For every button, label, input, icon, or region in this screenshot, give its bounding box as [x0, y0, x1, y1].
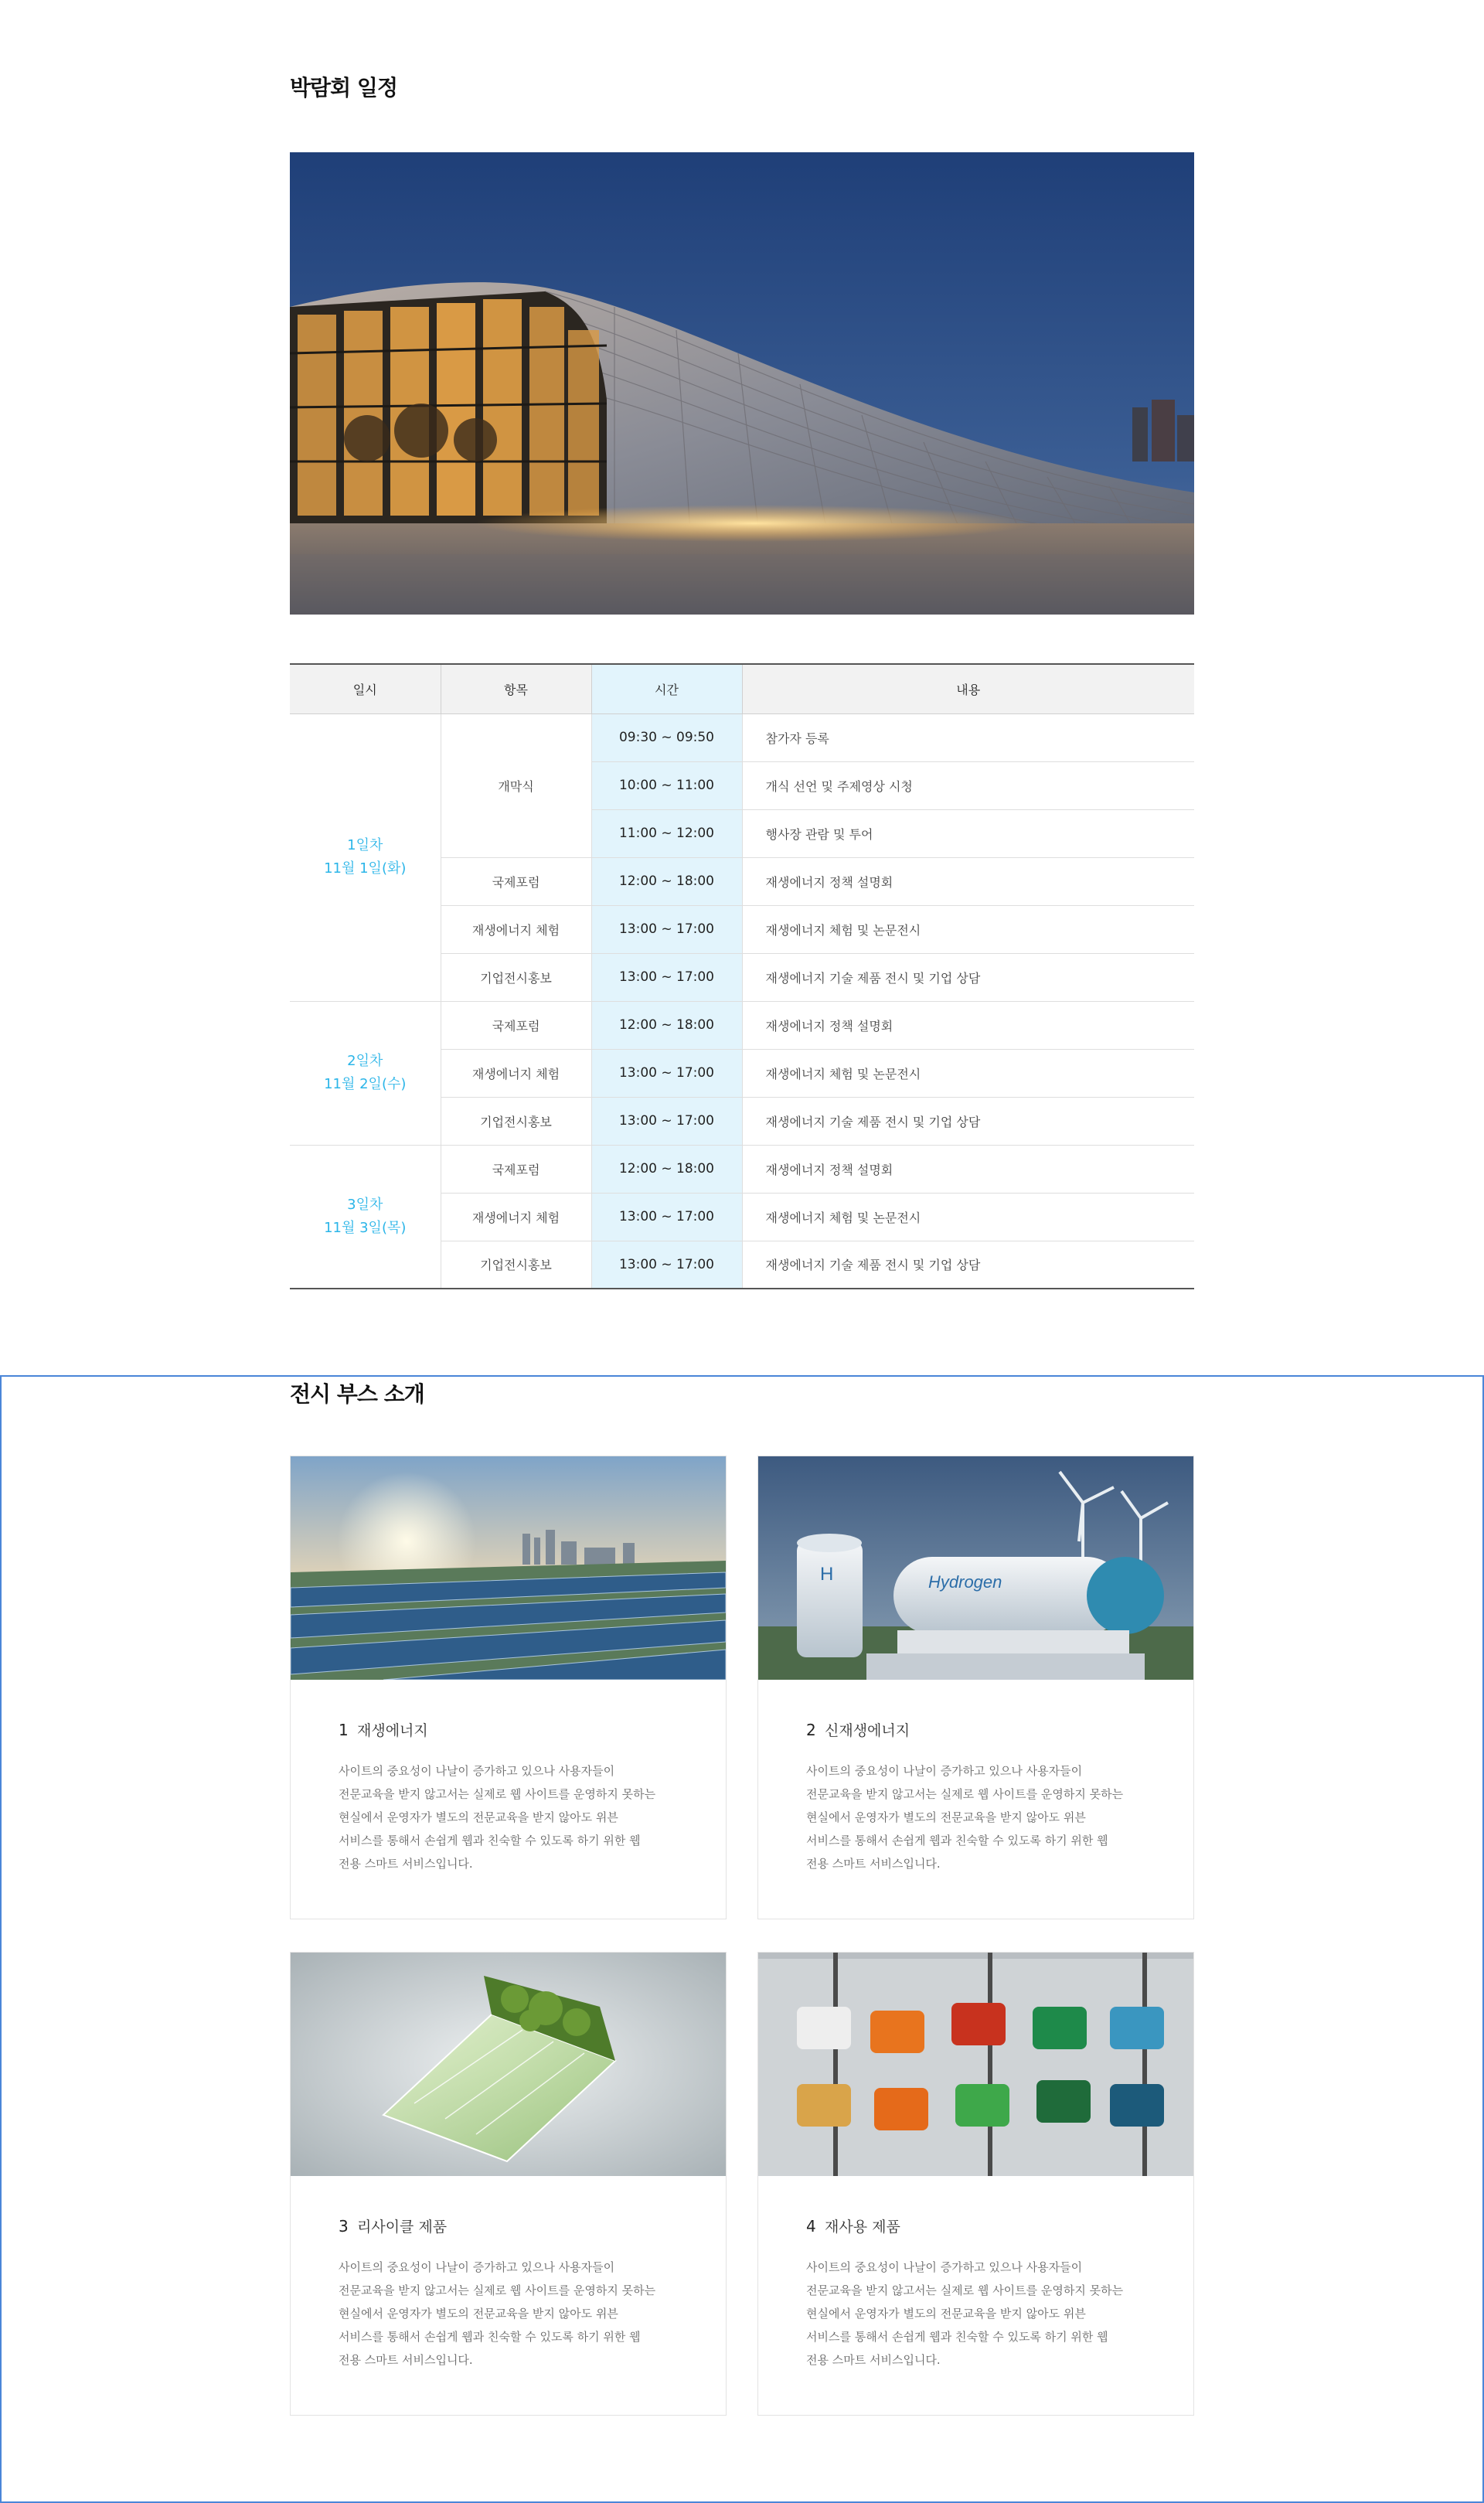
schedule-section-title: 박람회 일정	[290, 75, 397, 100]
card-description	[339, 1759, 702, 1875]
hydrogen-label: Hydrogen	[928, 1572, 1002, 1592]
day-label-line2: 11월 3일(목)	[324, 1219, 407, 1236]
header-time: 시간	[591, 664, 742, 713]
time-cell: 13:00 ~ 17:00	[591, 1193, 742, 1241]
time-cell: 13:00 ~ 17:00	[591, 1097, 742, 1145]
time-cell: 13:00 ~ 17:00	[591, 953, 742, 1001]
hydrogen-tank-image	[758, 1456, 1193, 1680]
content-cell: 행사장 관람 및 투어	[742, 809, 1194, 857]
item-cell: 재생에너지 체험	[441, 1193, 591, 1241]
time-cell: 13:00 ~ 17:00	[591, 1049, 742, 1097]
card-description	[339, 2256, 702, 2372]
desc-line: 전문교육을 받지 않고서는 실제로 웹 사이트를 운영하지 못하는	[806, 1787, 1124, 1801]
desc-line: 전문교육을 받지 않고서는 실제로 웹 사이트를 운영하지 못하는	[339, 2283, 656, 2297]
desc-line: 서비스를 통해서 손쉽게 웹과 친숙할 수 있도록 하기 위한 웹	[339, 2330, 641, 2344]
card-number: 2	[806, 1721, 816, 1739]
time-cell: 13:00 ~ 17:00	[591, 1241, 742, 1289]
solar-panels-image	[291, 1456, 726, 1680]
desc-line: 현실에서 운영자가 별도의 전문교육을 받지 않아도 위븐	[339, 2307, 618, 2321]
item-cell: 기업전시홍보	[441, 1241, 591, 1289]
table-row	[290, 713, 1194, 761]
card-title: 재사용 제품	[825, 2219, 900, 2236]
content-cell: 재생에너지 체험 및 논문전시	[742, 1049, 1194, 1097]
reused-bags-image	[758, 1953, 1193, 2176]
day-1-label	[290, 713, 441, 1001]
desc-line: 서비스를 통해서 손쉽게 웹과 친숙할 수 있도록 하기 위한 웹	[339, 1834, 641, 1847]
time-cell: 11:00 ~ 12:00	[591, 809, 742, 857]
time-cell: 12:00 ~ 18:00	[591, 1001, 742, 1049]
content-cell: 재생에너지 체험 및 논문전시	[742, 905, 1194, 953]
desc-line: 전문교육을 받지 않고서는 실제로 웹 사이트를 운영하지 못하는	[339, 1787, 656, 1801]
desc-line: 사이트의 중요성이 나날이 증가하고 있으나 사용자들이	[339, 2260, 615, 2274]
schedule-table	[290, 663, 1194, 1289]
expo-hall-hero-image	[290, 152, 1194, 615]
day-2-label	[290, 1001, 441, 1145]
day-label-line1: 1일차	[347, 837, 383, 853]
card-description	[806, 1759, 1169, 1875]
desc-line: 전용 스마트 서비스입니다.	[806, 2353, 941, 2367]
day-3-label	[290, 1145, 441, 1289]
item-cell: 국제포럼	[441, 857, 591, 905]
content-cell: 재생에너지 정책 설명회	[742, 1001, 1194, 1049]
booth-card-renewable[interactable]	[290, 1456, 727, 1919]
item-cell: 재생에너지 체험	[441, 1049, 591, 1097]
time-cell: 12:00 ~ 18:00	[591, 1145, 742, 1193]
day-label-line1: 2일차	[347, 1053, 383, 1069]
booth-card-reused[interactable]	[757, 1952, 1194, 2416]
content-cell: 재생에너지 체험 및 논문전시	[742, 1193, 1194, 1241]
card-number: 1	[339, 1721, 349, 1739]
item-cell: 국제포럼	[441, 1001, 591, 1049]
desc-line: 사이트의 중요성이 나날이 증가하고 있으나 사용자들이	[806, 1764, 1083, 1778]
item-cell: 기업전시홍보	[441, 1097, 591, 1145]
time-cell: 12:00 ~ 18:00	[591, 857, 742, 905]
card-title: 신재생에너지	[825, 1722, 910, 1739]
content-cell: 개식 선언 및 주제영상 시청	[742, 761, 1194, 809]
booth-card-new-renewable[interactable]	[757, 1456, 1194, 1919]
table-row	[290, 1145, 1194, 1193]
content-cell: 참가자 등록	[742, 713, 1194, 761]
card-number: 3	[339, 2217, 349, 2236]
card-title: 재생에너지	[357, 1722, 428, 1739]
desc-line: 전용 스마트 서비스입니다.	[806, 1857, 941, 1871]
card-title: 리사이클 제품	[357, 2219, 448, 2236]
item-cell: 국제포럼	[441, 1145, 591, 1193]
desc-line: 사이트의 중요성이 나날이 증가하고 있으나 사용자들이	[806, 2260, 1083, 2274]
header-date: 일시	[290, 664, 441, 713]
content-cell: 재생에너지 기술 제품 전시 및 기업 상담	[742, 1097, 1194, 1145]
booth-section-title: 전시 부스 소개	[290, 1381, 424, 1407]
item-cell: 재생에너지 체험	[441, 905, 591, 953]
desc-line: 현실에서 운영자가 별도의 전문교육을 받지 않아도 위븐	[806, 1810, 1086, 1824]
recycled-block-image	[291, 1953, 726, 2176]
item-cell: 기업전시홍보	[441, 953, 591, 1001]
desc-line: 현실에서 운영자가 별도의 전문교육을 받지 않아도 위븐	[339, 1810, 618, 1824]
desc-line: 전문교육을 받지 않고서는 실제로 웹 사이트를 운영하지 못하는	[806, 2283, 1124, 2297]
day-label-line2: 11월 2일(수)	[324, 1076, 407, 1092]
table-row	[290, 1001, 1194, 1049]
svg-text:H: H	[820, 1564, 834, 1585]
time-cell: 13:00 ~ 17:00	[591, 905, 742, 953]
desc-line: 전용 스마트 서비스입니다.	[339, 1857, 473, 1871]
desc-line: 사이트의 중요성이 나날이 증가하고 있으나 사용자들이	[339, 1764, 615, 1778]
day-label-line1: 3일차	[347, 1196, 383, 1213]
desc-line: 서비스를 통해서 손쉽게 웹과 친숙할 수 있도록 하기 위한 웹	[806, 1834, 1108, 1847]
header-item: 항목	[441, 664, 591, 713]
card-description	[806, 2256, 1169, 2372]
item-cell: 개막식	[441, 713, 591, 857]
desc-line: 서비스를 통해서 손쉽게 웹과 친숙할 수 있도록 하기 위한 웹	[806, 2330, 1108, 2344]
time-cell: 09:30 ~ 09:50	[591, 713, 742, 761]
content-cell: 재생에너지 기술 제품 전시 및 기업 상담	[742, 953, 1194, 1001]
booth-section-frame	[0, 1375, 1484, 2503]
content-cell: 재생에너지 정책 설명회	[742, 857, 1194, 905]
day-label-line2: 11월 1일(화)	[324, 860, 407, 877]
content-cell: 재생에너지 정책 설명회	[742, 1145, 1194, 1193]
desc-line: 현실에서 운영자가 별도의 전문교육을 받지 않아도 위븐	[806, 2307, 1086, 2321]
desc-line: 전용 스마트 서비스입니다.	[339, 2353, 473, 2367]
content-cell: 재생에너지 기술 제품 전시 및 기업 상담	[742, 1241, 1194, 1289]
booth-card-recycled[interactable]	[290, 1952, 727, 2416]
card-number: 4	[806, 2217, 816, 2236]
header-content: 내용	[742, 664, 1194, 713]
time-cell: 10:00 ~ 11:00	[591, 761, 742, 809]
